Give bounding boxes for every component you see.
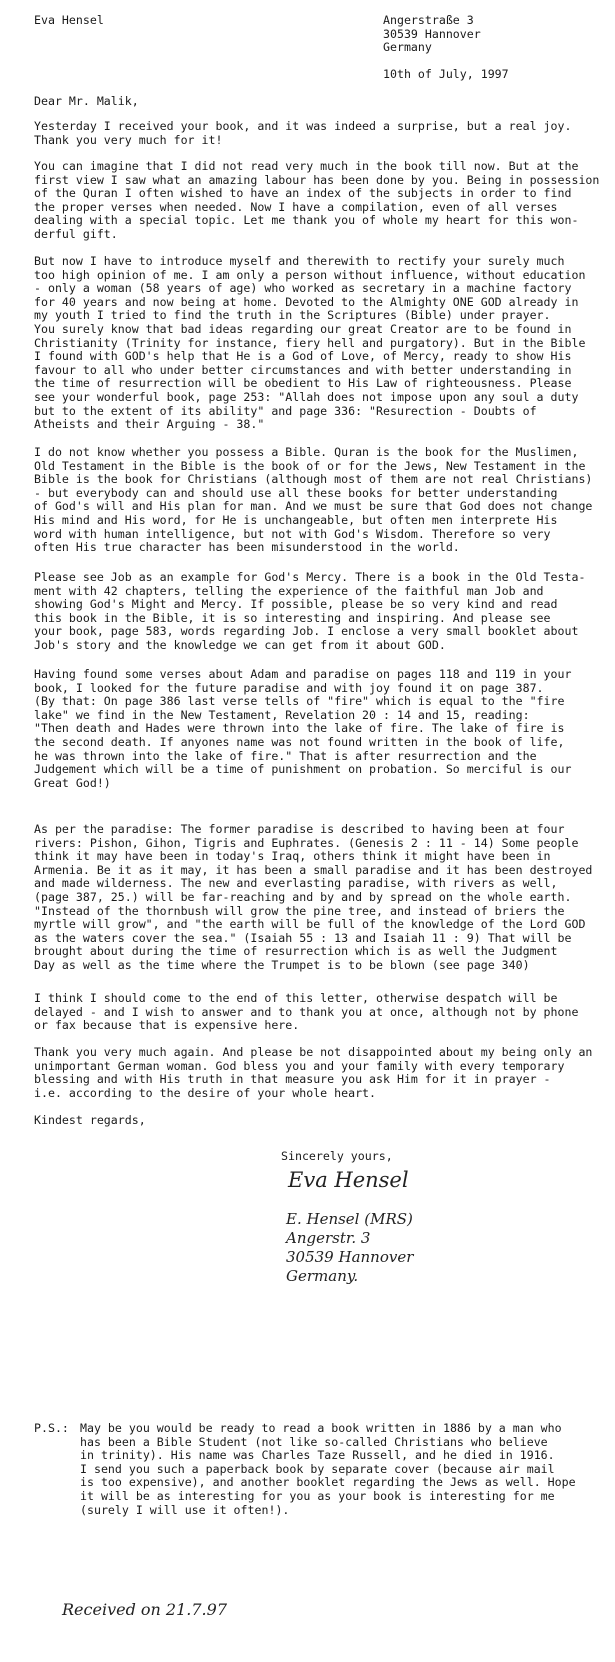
- text-line: in trinity). His name was Charles Taze Russell, and he died in 1916.: [80, 1448, 555, 1463]
- paragraph: [34, 160, 599, 242]
- text-line: this book in the Bible, it is so interesting and inspiring. And please see: [34, 610, 551, 625]
- text-line: I do not know whether you possess a Bible. Quran is the book for the Muslimen,: [34, 445, 579, 459]
- text-line: or fax because that is expensive here.: [34, 1018, 300, 1033]
- text-line: the time of resurrection will be obedient to His Law of righteousness. Please: [34, 376, 572, 391]
- text-line: Christianity (Trinity for instance, fiery hell and purgatory). But in the Bible: [34, 335, 586, 350]
- signature: Eva Hensel: [288, 1168, 409, 1192]
- paragraph: [34, 668, 571, 790]
- address-line: 30539 Hannover: [383, 26, 481, 41]
- text-line: delayed - and I wish to answer and to thank you at once, although not by phone: [34, 1004, 579, 1019]
- text-line: the proper verses when needed. Now I have a compilation, even of all verses: [34, 199, 558, 214]
- text-line: brought about during the time of resurrection which is as well the Judgment: [34, 944, 558, 959]
- text-line: showing God's Might and Mercy. If possible, please be so very kind and read: [34, 597, 558, 612]
- text-line: is too expensive), and another booklet regarding the Jews as well. Hope: [80, 1475, 576, 1490]
- text-line: blessing and with His truth in that measure you ask Him for it in prayer -: [34, 1072, 551, 1087]
- closing: Kindest regards,: [34, 1113, 146, 1127]
- text-line: "Then death and Hades were thrown into the lake of fire. The lake of fire is: [34, 721, 565, 736]
- text-line: lake" we find in the New Testament, Revelation 20 : 14 and 15, reading:: [34, 707, 530, 722]
- paragraph: [34, 255, 585, 432]
- text-line: His mind and His word, for He is unchangeable, but often men interprete His: [34, 512, 558, 527]
- text-line: You surely know that bad ideas regarding our great Creator are to be found in: [34, 321, 572, 336]
- paragraph: [34, 120, 571, 147]
- paragraph: [34, 823, 592, 973]
- text-line: Having found some verses about Adam and paradise on pages 118 and 119 in your: [34, 667, 572, 681]
- text-line: the second death. If anyones name was not found written in the book of life,: [34, 734, 565, 749]
- text-line: Atheists and their Arguing - 38.": [34, 417, 265, 432]
- text-line: but to the extent of its ability" and page 336: "Resurection - Doubts of: [34, 403, 537, 418]
- text-line: it will be as interesting for you as your book is interesting for me: [80, 1488, 555, 1503]
- text-line: As per the paradise: The former paradise is described to having been at four: [34, 822, 565, 836]
- text-line: favour to all who under better circumstances and with better understanding in: [34, 362, 572, 377]
- text-line: think it may have been in today's Iraq, others think it might have been in: [34, 849, 551, 864]
- text-line: Old Testament in the Bible is the book of or for the Jews, New Testament in the: [34, 458, 586, 473]
- text-line: of God's will and His plan for man. And we must be sure that God does not change: [34, 499, 593, 514]
- text-line: Bible is the book for Christians (although most of them are not real Christians): [34, 472, 593, 487]
- handwritten-line: Angerstr. 3: [286, 1229, 371, 1247]
- text-line: - but everybody can and should use all these books for better understanding: [34, 485, 558, 500]
- sign-off: Sincerely yours,: [281, 1149, 393, 1163]
- text-line: Day as well as the time where the Trumpet is to be blown (see page 340): [34, 957, 530, 972]
- text-line: (page 387, 25.) will be far-reaching and by and by spread on the whole earth.: [34, 889, 572, 904]
- text-line: book, I looked for the future paradise and with joy found it on page 387.: [34, 680, 544, 695]
- handwritten-address: [286, 1210, 413, 1286]
- handwritten-line: 30539 Hannover: [286, 1248, 414, 1266]
- text-line: (surely I will use it often!).: [80, 1502, 290, 1517]
- handwritten-line: Germany.: [286, 1267, 359, 1285]
- text-line: You can imagine that I did not read very much in the book till now. But at the: [34, 159, 579, 173]
- text-line: I send you such a paperback book by separate cover (because air mail: [80, 1461, 555, 1476]
- text-line: and made wilderness. The new and everlasting paradise, with rivers as well,: [34, 876, 558, 891]
- text-line: first view I saw what an amazing labour has been done by you. Being in possession: [34, 172, 600, 187]
- text-line: May be you would be ready to read a book written in 1886 by a man who: [80, 1421, 562, 1435]
- text-line: unimportant German woman. God bless you and your family with every temporary: [34, 1058, 565, 1073]
- text-line: myrtle will grow", and "the earth will be full of the knowledge of the Lord GOD: [34, 917, 586, 932]
- text-line: see your wonderful book, page 253: "Allah does not impose upon any soul a duty: [34, 389, 579, 404]
- text-line: he was thrown into the lake of fire." That is after resurrection and the: [34, 748, 537, 763]
- text-line: - only a woman (58 years of age) who worked as secretary in a machine factory: [34, 281, 572, 296]
- text-line: "Instead of the thornbush will grow the pine tree, and instead of briers the: [34, 903, 565, 918]
- text-line: Armenia. Be it as it may, it has been a small paradise and it has been destroyed: [34, 862, 593, 877]
- address-line: Germany: [383, 40, 432, 55]
- text-line: Great God!): [34, 775, 111, 790]
- text-line: Yesterday I received your book, and it was indeed a surprise, but a real joy.: [34, 119, 572, 133]
- text-line: I think I should come to the end of this letter, otherwise despatch will be: [34, 991, 558, 1005]
- text-line: Judgement which will be a time of punishment on probation. So merciful is our: [34, 762, 572, 777]
- postscript: [80, 1422, 576, 1517]
- text-line: derful gift.: [34, 226, 118, 241]
- salutation: Dear Mr. Malik,: [34, 94, 139, 108]
- sender-address: [383, 14, 481, 55]
- handwritten-line: E. Hensel (MRS): [286, 1210, 413, 1228]
- text-line: too high opinion of me. I am only a person without influence, without education: [34, 267, 586, 282]
- text-line: But now I have to introduce myself and therewith to rectify your surely much: [34, 254, 565, 268]
- text-line: rivers: Pishon, Gihon, Tigris and Euphrates. (Genesis 2 : 11 - 14) Some people: [34, 835, 579, 850]
- text-line: has been a Bible Student (not like so-called Christians who believe: [80, 1434, 548, 1449]
- text-line: word with human intelligence, but not with God's Wisdom. Therefore so very: [34, 526, 551, 541]
- text-line: Thank you very much again. And please be not disappointed about my being only an: [34, 1045, 593, 1059]
- paragraph: [34, 446, 592, 555]
- text-line: (By that: On page 386 last verse tells of "fire" which is equal to the "fire: [34, 694, 565, 709]
- text-line: Thank you very much for it!: [34, 132, 223, 147]
- text-line: of the Quran I often wished to have an index of the subjects in order to find: [34, 186, 572, 201]
- text-line: as the waters cover the sea." (Isaiah 55 : 13 and Isaiah 11 : 9) That will be: [34, 930, 572, 945]
- paragraph: [34, 1046, 592, 1100]
- text-line: Job's story and the knowledge we can get from it about GOD.: [34, 637, 446, 652]
- text-line: I found with GOD's help that He is a God of Love, of Mercy, ready to show His: [34, 349, 572, 364]
- text-line: for 40 years and now being at home. Devoted to the Almighty ONE GOD already in: [34, 294, 579, 309]
- text-line: my youth I tried to find the truth in the Scriptures (Bible) under prayer.: [34, 308, 551, 323]
- address-line: Angerstraße 3: [383, 13, 474, 27]
- text-line: i.e. according to the desire of your whole heart.: [34, 1085, 377, 1100]
- received-note: Received on 21.7.97: [62, 1600, 227, 1619]
- text-line: often His true character has been misunderstood in the world.: [34, 540, 460, 555]
- text-line: Please see Job as an example for God's Mercy. There is a book in the Old Testa-: [34, 570, 586, 584]
- paragraph: [34, 571, 585, 653]
- sender-name: Eva Hensel: [34, 13, 104, 27]
- paragraph: [34, 992, 578, 1033]
- text-line: your book, page 583, words regarding Job. I enclose a very small booklet about: [34, 624, 579, 639]
- text-line: dealing with a special topic. Let me thank you of whole my heart for this won-: [34, 213, 579, 228]
- ps-label: P.S.:: [34, 1421, 69, 1435]
- text-line: ment with 42 chapters, telling the experience of the faithful man Job and: [34, 583, 544, 598]
- letter-date: 10th of July, 1997: [383, 67, 509, 81]
